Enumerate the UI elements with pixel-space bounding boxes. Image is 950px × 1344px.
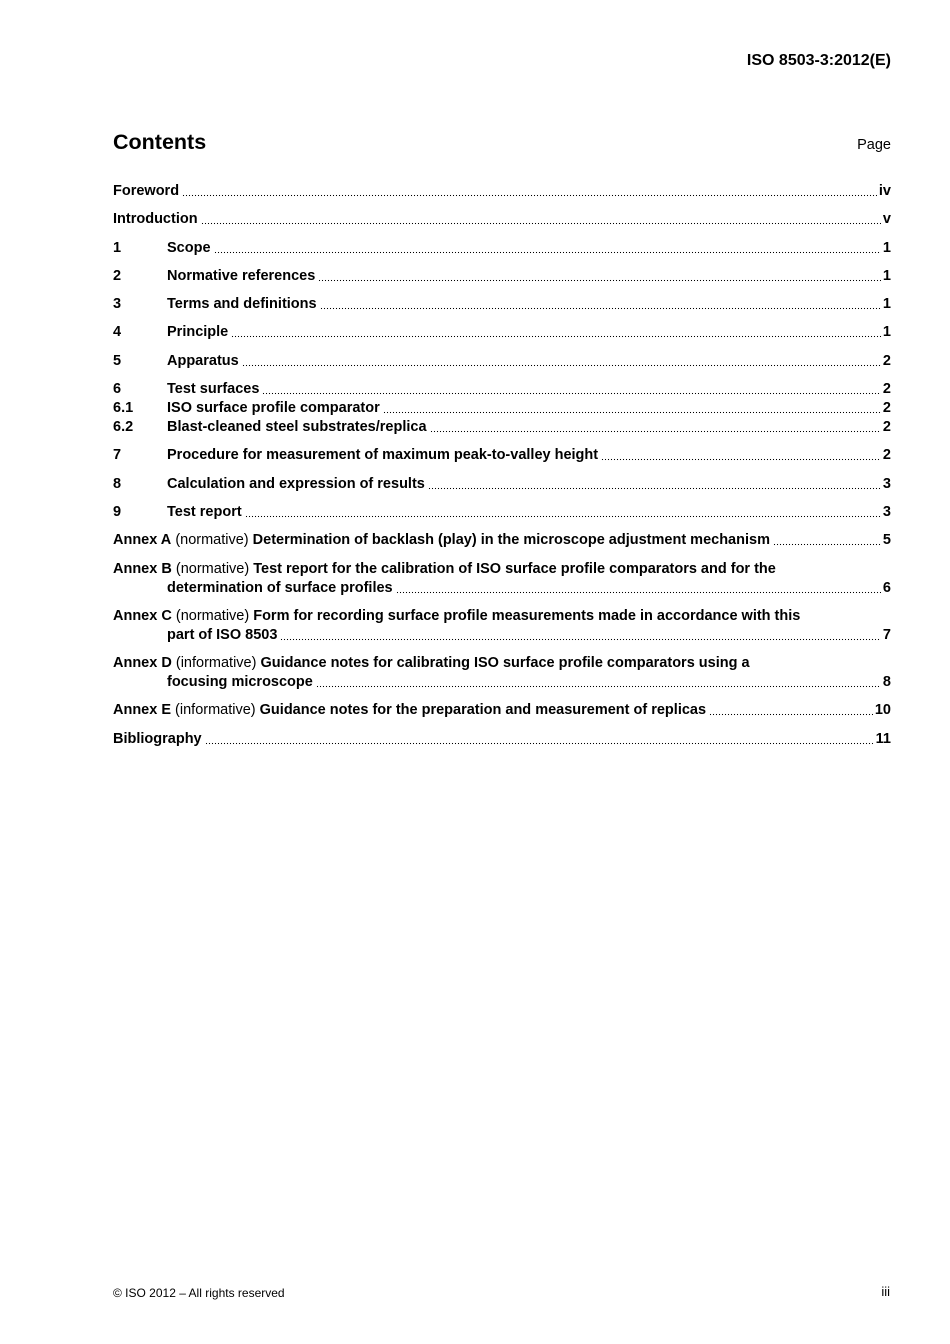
toc-entry-number: 7	[113, 447, 122, 464]
dot-leader	[245, 515, 881, 518]
toc-entry-body	[167, 418, 891, 437]
toc-entry-body	[167, 295, 891, 314]
toc-entry-title: Principle	[167, 324, 229, 341]
toc-entry-line	[113, 579, 891, 598]
toc-entry-title: Apparatus	[167, 352, 239, 369]
toc-entry-body	[167, 323, 891, 342]
toc-entry-number: 9	[113, 503, 122, 520]
annex-qualifier: (normative)	[175, 560, 250, 577]
toc-bibliography-entry[interactable]	[113, 730, 891, 749]
dot-leader	[320, 307, 881, 310]
dot-leader	[316, 685, 881, 688]
toc-entry-title: ISO surface profile comparator	[167, 400, 380, 417]
annex-title-line2: determination of surface profiles	[167, 579, 393, 596]
toc-entry-body	[167, 267, 891, 286]
toc-entry-page: 10	[874, 702, 891, 719]
toc-entry-page: 11	[875, 730, 891, 747]
toc-entry-number: 3	[113, 296, 122, 313]
toc-entry-line	[113, 730, 891, 749]
dot-leader	[428, 487, 881, 490]
annex-title-line1: Guidance notes for calibrating ISO surface profile comparators using a	[260, 655, 750, 672]
toc-entry-line	[113, 531, 891, 550]
toc-entry-page: 2	[882, 400, 891, 417]
toc-entry-line	[113, 626, 891, 645]
toc-entry-line	[167, 267, 891, 286]
dot-leader	[318, 279, 881, 282]
toc-entry-line	[167, 352, 891, 371]
dot-leader	[201, 222, 881, 225]
toc-entry-number: 5	[113, 352, 122, 369]
annex-title-line2: part of ISO 8503	[167, 626, 278, 643]
toc-entry-body	[113, 531, 891, 550]
toc-entry-title: Blast-cleaned steel substrates/replica	[167, 419, 427, 436]
toc-annex-entry[interactable]	[113, 607, 891, 645]
table-of-contents	[113, 182, 891, 749]
toc-entry-title: Test report	[167, 503, 242, 520]
dot-leader	[709, 713, 873, 716]
toc-entry-line	[167, 323, 891, 342]
toc-entry-body	[167, 352, 891, 371]
toc-entry-body	[167, 399, 891, 418]
toc-entry-line	[167, 239, 891, 258]
dot-leader	[396, 591, 881, 594]
annex-title-line2: focusing microscope	[167, 674, 313, 691]
annex-label: Annex E	[113, 702, 172, 719]
annex-label: Annex A	[113, 532, 172, 549]
toc-entry-line	[167, 418, 891, 437]
toc-entry-body	[113, 654, 891, 692]
toc-entry-page: 2	[882, 352, 891, 369]
toc-entry-page: 7	[882, 626, 891, 643]
toc-entry-line	[113, 673, 891, 692]
toc-entry-line	[113, 701, 891, 720]
toc-entry[interactable]	[113, 475, 891, 494]
contents-header	[113, 130, 891, 155]
dot-leader	[601, 458, 881, 461]
dot-leader	[242, 364, 881, 367]
toc-entry-number: 6.1	[113, 400, 134, 417]
toc-entry-title: Procedure for measurement of maximum peak-to-valley height	[167, 447, 599, 464]
annex-title-line1: Form for recording surface profile measurements made in accordance with this	[253, 607, 801, 624]
contents-title: Contents	[113, 130, 207, 154]
toc-entry-body	[167, 475, 891, 494]
toc-annex-entry[interactable]	[113, 701, 891, 720]
toc-entry-title: Foreword	[113, 183, 180, 199]
toc-entry-body	[167, 380, 891, 399]
toc-entry[interactable]	[113, 239, 891, 258]
toc-entry-page: iv	[878, 183, 891, 199]
toc-entry-title: Bibliography	[113, 730, 202, 747]
toc-entry[interactable]	[113, 503, 891, 522]
toc-entry-title: Terms and definitions	[167, 296, 317, 313]
toc-entry-title: Normative references	[167, 267, 316, 284]
toc-entry-title: Scope	[167, 239, 211, 256]
toc-entry-number: 1	[113, 239, 122, 256]
dot-leader	[430, 430, 881, 433]
footer-copyright: © ISO 2012 – All rights reserved	[113, 1286, 285, 1300]
toc-entry-number: 2	[113, 267, 122, 284]
toc-entry-page: 2	[882, 381, 891, 398]
annex-qualifier: (informative)	[175, 655, 257, 672]
toc-entry-body	[167, 503, 891, 522]
toc-entry-page: 8	[882, 674, 891, 691]
toc-entry-page: 1	[882, 324, 891, 341]
toc-entry-number: 8	[113, 475, 122, 492]
toc-entry[interactable]	[113, 380, 891, 399]
toc-entry-body	[167, 239, 891, 258]
dot-leader	[280, 638, 881, 641]
dot-leader	[383, 411, 881, 414]
toc-entry-number: 4	[113, 324, 122, 341]
toc-entry[interactable]	[113, 295, 891, 314]
toc-entry[interactable]	[113, 352, 891, 371]
toc-entry-page: 2	[882, 447, 891, 464]
toc-entry-title: Test surfaces	[167, 381, 260, 398]
toc-entry-number: 6.2	[113, 419, 134, 436]
dot-leader	[214, 251, 881, 254]
dot-leader	[231, 335, 881, 338]
toc-entry-line	[113, 182, 891, 201]
toc-entry-line	[167, 446, 891, 465]
toc-entry-page: 2	[882, 419, 891, 436]
toc-entry-line	[113, 210, 891, 229]
toc-entry[interactable]	[113, 399, 891, 418]
toc-entry-title: Introduction	[113, 211, 198, 228]
toc-entry-body	[113, 210, 891, 229]
toc-annex-entry[interactable]	[113, 654, 891, 692]
annex-label: Annex C	[113, 607, 172, 624]
toc-entry-line	[167, 380, 891, 399]
toc-entry-line	[167, 503, 891, 522]
toc-entry-page: 3	[882, 475, 891, 492]
toc-entry-page: 1	[882, 296, 891, 313]
toc-entry-line	[113, 607, 891, 626]
toc-entry[interactable]	[113, 210, 891, 229]
toc-entry[interactable]	[113, 446, 891, 465]
toc-entry-page: 5	[882, 532, 891, 549]
page-column-label: Page	[857, 137, 891, 153]
toc-entry-body	[167, 446, 891, 465]
dot-leader	[773, 543, 881, 546]
annex-label: Annex B	[113, 560, 172, 577]
toc-entry-body	[113, 182, 891, 201]
toc-entry-body	[113, 701, 891, 720]
toc-entry-number: 6	[113, 381, 122, 398]
annex-qualifier: (normative)	[175, 532, 249, 549]
annex-title-line1: Guidance notes for the preparation and measurement of replicas	[259, 702, 707, 719]
annex-qualifier: (normative)	[175, 607, 250, 624]
toc-entry-body	[113, 730, 891, 749]
toc-annex-entry[interactable]	[113, 560, 891, 598]
toc-entry[interactable]	[113, 267, 891, 286]
toc-entry-page: 3	[882, 503, 891, 520]
footer-page-number: iii	[881, 1284, 890, 1299]
toc-entry-line	[167, 475, 891, 494]
toc-entry-page: 6	[882, 579, 891, 596]
annex-title-line1: Test report for the calibration of ISO surface profile comparators and for the	[253, 560, 776, 577]
toc-entry-line	[113, 654, 891, 673]
annex-title-line1: Determination of backlash (play) in the microscope adjustment mechanism	[252, 532, 770, 549]
dot-leader	[182, 194, 877, 197]
toc-entry-line	[113, 560, 891, 579]
toc-entry-title: Calculation and expression of results	[167, 475, 425, 492]
toc-entry-page: v	[882, 211, 891, 228]
toc-entry[interactable]	[113, 182, 891, 201]
toc-entry-line	[167, 295, 891, 314]
annex-label: Annex D	[113, 655, 172, 672]
toc-annex-entry[interactable]	[113, 531, 891, 550]
dot-leader	[205, 742, 874, 745]
toc-entry-body	[113, 560, 891, 598]
toc-entry-page: 1	[882, 267, 891, 284]
dot-leader	[262, 392, 881, 395]
toc-entry-body	[113, 607, 891, 645]
toc-entry[interactable]	[113, 418, 891, 437]
document-id: ISO 8503-3:2012(E)	[746, 52, 891, 69]
toc-entry[interactable]	[113, 323, 891, 342]
toc-entry-line	[167, 399, 891, 418]
annex-qualifier: (informative)	[175, 702, 256, 719]
toc-entry-page: 1	[882, 239, 891, 256]
